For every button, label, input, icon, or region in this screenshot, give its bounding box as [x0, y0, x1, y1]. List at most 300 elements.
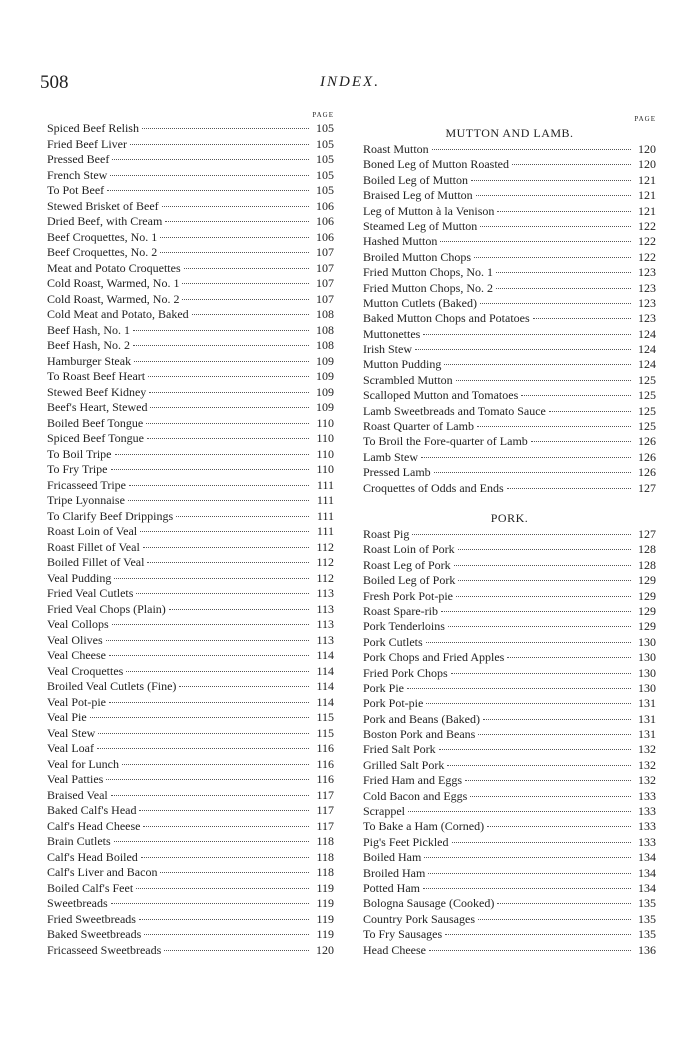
- entry-page-number: 105: [316, 136, 334, 151]
- entry-page-number: 119: [316, 911, 334, 926]
- page-column-label: PAGE: [634, 115, 656, 123]
- index-entry: [363, 173, 656, 188]
- entry-title: Steamed Leg of Mutton: [363, 218, 478, 233]
- entry-title: Baked Calf's Head: [47, 803, 137, 817]
- entry-title: Pork Cutlets: [363, 634, 423, 649]
- index-entry: [47, 416, 334, 432]
- page-number: 508: [40, 72, 69, 93]
- index-column-right: [363, 115, 656, 958]
- dot-leader: [140, 531, 309, 532]
- entry-page-number: 120: [316, 942, 334, 957]
- index-entry: [363, 142, 656, 157]
- entry-page-number: 132: [638, 757, 656, 772]
- entry-title: Baked Mutton Chops and Potatoes: [363, 311, 530, 326]
- index-entry: [363, 219, 656, 234]
- entry-page-number: 108: [316, 338, 334, 352]
- dot-leader: [497, 903, 631, 904]
- entry-page-number: 130: [638, 665, 656, 680]
- index-entry: [363, 404, 656, 419]
- entry-page-number: 112: [316, 570, 334, 585]
- entry-title: To Fry Sausages: [363, 927, 443, 942]
- entry-page-number: 108: [316, 307, 334, 321]
- entry-title: To Clarify Beef Drippings: [47, 508, 174, 523]
- index-entry: [47, 385, 334, 401]
- entry-title: Fried Veal Cutlets: [47, 586, 134, 600]
- index-entry: [47, 323, 334, 339]
- entry-page-number: 122: [638, 234, 656, 249]
- index-entry: [47, 881, 334, 897]
- dot-leader: [426, 642, 631, 643]
- dot-leader: [182, 299, 309, 300]
- entry-title: Potted Ham: [363, 880, 420, 895]
- entry-title: Veal for Lunch: [47, 756, 119, 771]
- entry-page-number: 116: [316, 772, 334, 786]
- entry-title: Leg of Mutton à la Venison: [363, 203, 495, 218]
- dot-leader: [111, 795, 309, 796]
- entry-page-number: 135: [638, 927, 656, 942]
- entry-page-number: 106: [316, 198, 334, 213]
- entry-page-number: 133: [638, 788, 656, 803]
- entry-title: Beef Hash, No. 1: [47, 322, 130, 337]
- entry-title: Pork Pot-pie: [363, 696, 424, 711]
- dot-leader: [458, 580, 631, 581]
- dot-leader: [487, 826, 631, 827]
- dot-leader: [465, 780, 631, 781]
- index-entry: [363, 450, 656, 465]
- entry-page-number: 114: [316, 694, 334, 709]
- entry-title: Veal Stew: [47, 725, 96, 740]
- entry-title: Pressed Beef: [47, 152, 110, 166]
- dot-leader: [111, 903, 309, 904]
- dot-leader: [148, 376, 309, 377]
- dot-leader: [146, 423, 309, 424]
- dot-leader: [143, 826, 309, 827]
- index-entry: [47, 524, 334, 540]
- index-entry: [363, 943, 656, 958]
- dot-leader: [106, 640, 309, 641]
- entry-page-number: 107: [316, 276, 334, 290]
- entry-page-number: 105: [316, 183, 334, 197]
- index-entry: [47, 137, 334, 153]
- entry-title: Boiled Leg of Pork: [363, 573, 456, 588]
- index-entry: [47, 261, 334, 277]
- entry-title: Tripe Lyonnaise: [47, 493, 125, 507]
- dot-leader: [139, 919, 309, 920]
- entry-title: Scalloped Mutton and Tomatoes: [363, 388, 519, 403]
- entry-title: Boiled Fillet of Veal: [47, 555, 145, 569]
- entry-title: To Bake a Ham (Corned): [363, 819, 485, 834]
- index-entry: [47, 679, 334, 695]
- dot-leader: [531, 441, 631, 442]
- dot-leader: [150, 407, 309, 408]
- entry-page-number: 125: [638, 403, 656, 418]
- entry-title: Pig's Feet Pickled: [363, 834, 449, 849]
- entry-page-number: 109: [316, 400, 334, 414]
- entry-page-number: 130: [638, 680, 656, 695]
- entry-title: Roast Loin of Pork: [363, 542, 455, 557]
- index-entry: [363, 742, 656, 757]
- entry-title: Boiled Leg of Mutton: [363, 172, 468, 187]
- entry-title: Irish Stew: [363, 342, 412, 357]
- entry-page-number: 119: [316, 927, 334, 941]
- entry-title: Fried Mutton Chops, No. 2: [363, 280, 494, 295]
- dot-leader: [136, 593, 309, 594]
- entry-title: Calf's Head Cheese: [47, 818, 141, 833]
- dot-leader: [162, 206, 309, 207]
- entry-page-number: 130: [638, 650, 656, 665]
- index-entry: [363, 589, 656, 604]
- entry-page-number: 107: [316, 291, 334, 306]
- index-entry: [363, 727, 656, 742]
- entry-title: Fricasseed Tripe: [47, 477, 126, 492]
- index-entry: [363, 373, 656, 388]
- index-entry: [47, 586, 334, 602]
- dot-leader: [478, 734, 631, 735]
- page-column-label: PAGE: [312, 111, 334, 119]
- index-entry: [363, 604, 656, 619]
- entry-page-number: 106: [316, 214, 334, 228]
- dot-leader: [128, 500, 309, 501]
- index-entry: [47, 788, 334, 804]
- entry-page-number: 117: [316, 803, 334, 817]
- entry-page-number: 115: [316, 725, 334, 740]
- running-head: INDEX.: [320, 74, 380, 90]
- index-entry: [363, 666, 656, 681]
- entry-page-number: 134: [638, 850, 656, 865]
- dot-leader: [133, 345, 309, 346]
- entry-page-number: 133: [638, 804, 656, 819]
- index-entry: [47, 462, 334, 478]
- dot-leader: [160, 237, 309, 238]
- dot-leader: [452, 842, 632, 843]
- dot-leader: [480, 226, 631, 227]
- entry-list: [47, 121, 334, 958]
- dot-leader: [109, 702, 309, 703]
- entry-title: Stewed Beef Kidney: [47, 384, 147, 399]
- index-entry: [47, 493, 334, 509]
- entry-title: Scrambled Mutton: [363, 372, 453, 387]
- entry-title: Pork Pie: [363, 680, 405, 695]
- index-entry: [363, 619, 656, 634]
- dot-leader: [192, 314, 309, 315]
- dot-leader: [149, 392, 309, 393]
- entry-title: Mutton Pudding: [363, 357, 442, 372]
- dot-leader: [497, 211, 631, 212]
- entry-title: Pork Tenderloins: [363, 619, 445, 634]
- index-entry: [47, 447, 334, 463]
- index-entry: [363, 758, 656, 773]
- entry-page-number: 124: [638, 357, 656, 372]
- dot-leader: [90, 717, 309, 718]
- dot-leader: [109, 655, 309, 656]
- entry-title: Bologna Sausage (Cooked): [363, 896, 495, 911]
- entry-page-number: 131: [638, 727, 656, 742]
- dot-leader: [112, 159, 309, 160]
- entry-title: Cold Meat and Potato, Baked: [47, 307, 189, 321]
- index-entry: [47, 199, 334, 215]
- entry-page-number: 123: [638, 295, 656, 310]
- entry-title: Veal Pie: [47, 710, 87, 724]
- entry-title: Beef Hash, No. 2: [47, 338, 130, 352]
- entry-page-number: 110: [316, 415, 334, 430]
- entry-page-number: 113: [316, 617, 334, 631]
- index-entry: [363, 265, 656, 280]
- index-entry: [47, 168, 334, 184]
- dot-leader: [507, 657, 631, 658]
- entry-title: Scrappel: [363, 804, 405, 819]
- entry-title: Broiled Ham: [363, 865, 426, 880]
- index-entry: [363, 357, 656, 372]
- entry-title: Calf's Liver and Bacon: [47, 865, 158, 879]
- entry-title: Pressed Lamb: [363, 465, 431, 480]
- entry-page-number: 111: [316, 493, 334, 507]
- entry-title: Grilled Salt Pork: [363, 757, 445, 772]
- entry-title: Veal Loaf: [47, 741, 94, 755]
- dot-leader: [496, 288, 631, 289]
- entry-title: Veal Patties: [47, 772, 104, 786]
- entry-title: Roast Spare-rib: [363, 603, 438, 618]
- index-entry: [47, 338, 334, 354]
- entry-title: Pork Chops and Fried Apples: [363, 650, 505, 665]
- index-entry: [363, 296, 656, 311]
- index-entry: [363, 419, 656, 434]
- entry-title: Fried Veal Chops (Plain): [47, 601, 166, 616]
- entry-page-number: 110: [316, 462, 334, 476]
- entry-page-number: 132: [638, 773, 656, 788]
- dot-leader: [126, 671, 309, 672]
- index-column-left: [47, 111, 334, 958]
- index-entry: [363, 434, 656, 449]
- dot-leader: [507, 488, 631, 489]
- dot-leader: [408, 811, 631, 812]
- dot-leader: [144, 934, 309, 935]
- dot-leader: [164, 950, 309, 951]
- dot-leader: [165, 221, 309, 222]
- dot-leader: [447, 765, 631, 766]
- dot-leader: [478, 919, 631, 920]
- index-entry: [363, 157, 656, 172]
- entry-title: Roast Quarter of Lamb: [363, 419, 474, 434]
- entry-page-number: 131: [638, 711, 656, 726]
- entry-page-number: 120: [638, 157, 656, 172]
- dot-leader: [114, 578, 309, 579]
- entry-title: Boiled Ham: [363, 850, 422, 865]
- entry-title: To Boil Tripe: [47, 446, 112, 461]
- entry-page-number: 111: [316, 524, 334, 538]
- dot-leader: [456, 380, 631, 381]
- entry-page-number: 122: [638, 249, 656, 264]
- dot-leader: [441, 611, 631, 612]
- index-entry: [363, 342, 656, 357]
- dot-leader: [134, 361, 309, 362]
- dot-leader: [107, 190, 309, 191]
- entry-title: Roast Pig: [363, 526, 410, 541]
- entry-title: Spiced Beef Relish: [47, 121, 139, 135]
- dot-leader: [115, 454, 309, 455]
- dot-leader: [521, 395, 631, 396]
- entry-title: Mutton Cutlets (Baked): [363, 295, 477, 310]
- index-entry: [47, 509, 334, 525]
- index-entry: [363, 650, 656, 665]
- index-entry: [47, 803, 334, 819]
- index-entry: [363, 881, 656, 896]
- dot-leader: [439, 749, 631, 750]
- entry-page-number: 109: [316, 384, 334, 399]
- index-entry: [363, 281, 656, 296]
- entry-title: Head Cheese: [363, 942, 426, 957]
- dot-leader: [179, 686, 309, 687]
- index-entry: [47, 292, 334, 308]
- index-entry: [363, 773, 656, 788]
- index-entry: [47, 121, 334, 137]
- entry-title: Boiled Beef Tongue: [47, 415, 144, 430]
- entry-title: To Broil the Fore-quarter of Lamb: [363, 434, 528, 449]
- dot-leader: [434, 472, 631, 473]
- entry-page-number: 112: [316, 555, 334, 569]
- dot-leader: [533, 318, 631, 319]
- entry-title: Fried Salt Pork: [363, 742, 436, 757]
- entry-title: Croquettes of Odds and Ends: [363, 480, 504, 495]
- index-entry: [47, 757, 334, 773]
- index-entry: [47, 571, 334, 587]
- entry-page-number: 109: [316, 353, 334, 368]
- entry-page-number: 119: [316, 896, 334, 910]
- entry-page-number: 112: [316, 539, 334, 554]
- dot-leader: [141, 857, 309, 858]
- entry-page-number: 118: [316, 834, 334, 848]
- index-entry: [47, 710, 334, 726]
- index-entry: [363, 712, 656, 727]
- entry-title: Cold Roast, Warmed, No. 1: [47, 276, 180, 290]
- index-entry: [47, 602, 334, 618]
- index-entry: [47, 865, 334, 881]
- entry-title: Calf's Head Boiled: [47, 849, 138, 864]
- entry-title: Lamb Stew: [363, 449, 418, 464]
- entry-page-number: 128: [638, 542, 656, 557]
- index-entry: [363, 789, 656, 804]
- entry-title: Veal Croquettes: [47, 663, 124, 678]
- entry-title: Braised Leg of Mutton: [363, 188, 473, 203]
- entry-page-number: 118: [316, 849, 334, 864]
- entry-title: Beef Croquettes, No. 1: [47, 229, 158, 244]
- dot-leader: [160, 252, 309, 253]
- entry-page-number: 129: [638, 603, 656, 618]
- index-entry: [363, 804, 656, 819]
- entry-title: Meat and Potato Croquettes: [47, 260, 181, 275]
- entry-page-number: 106: [316, 229, 334, 244]
- entry-page-number: 132: [638, 742, 656, 757]
- section-heading-pork: PORK.: [490, 510, 529, 525]
- entry-page-number: 117: [316, 818, 334, 833]
- index-entry: [47, 741, 334, 757]
- index-entry: [363, 850, 656, 865]
- index-entry: [47, 912, 334, 928]
- entry-title: Cold Bacon and Eggs: [363, 788, 468, 803]
- entry-page-number: 116: [316, 741, 334, 755]
- index-entry: [363, 234, 656, 249]
- index-entry: [363, 558, 656, 573]
- entry-page-number: 124: [638, 326, 656, 341]
- dot-leader: [169, 609, 309, 610]
- entry-title: Veal Cheese: [47, 648, 106, 662]
- entry-page-number: 109: [316, 369, 334, 383]
- index-entry: [47, 540, 334, 556]
- dot-leader: [456, 596, 631, 597]
- dot-leader: [423, 888, 631, 889]
- index-entry: [363, 465, 656, 480]
- entry-title: Muttonettes: [363, 326, 421, 341]
- entry-page-number: 108: [316, 322, 334, 337]
- entry-title: Lamb Sweetbreads and Tomato Sauce: [363, 403, 546, 418]
- entry-title: Veal Pot-pie: [47, 694, 106, 709]
- index-entry: [363, 635, 656, 650]
- dot-leader: [451, 673, 631, 674]
- index-entry: [47, 478, 334, 494]
- entry-title: Broiled Mutton Chops: [363, 249, 472, 264]
- entry-title: Veal Pudding: [47, 570, 112, 585]
- index-entry: [47, 276, 334, 292]
- entry-page-number: 105: [316, 167, 334, 182]
- entry-title: Broiled Veal Cutlets (Fine): [47, 679, 177, 693]
- index-entry: [363, 896, 656, 911]
- entry-page-number: 131: [638, 696, 656, 711]
- dot-leader: [471, 180, 631, 181]
- entry-title: Veal Olives: [47, 632, 103, 647]
- index-entry: [47, 695, 334, 711]
- index-entry: [363, 481, 656, 496]
- entry-page-number: 121: [638, 188, 656, 203]
- index-entry: [47, 152, 334, 168]
- index-entry: [47, 307, 334, 323]
- entry-page-number: 123: [638, 280, 656, 295]
- entry-list: [363, 527, 656, 958]
- index-entry: [363, 327, 656, 342]
- entry-page-number: 122: [638, 218, 656, 233]
- entry-title: To Pot Beef: [47, 183, 105, 197]
- entry-page-number: 116: [316, 756, 334, 771]
- entry-title: Boned Leg of Mutton Roasted: [363, 157, 509, 172]
- dot-leader: [454, 565, 631, 566]
- entry-title: Fried Sweetbreads: [47, 911, 136, 926]
- entry-title: Pork and Beans (Baked): [363, 711, 480, 726]
- entry-page-number: 110: [316, 431, 334, 445]
- dot-leader: [133, 330, 309, 331]
- index-entry: [47, 245, 334, 261]
- dot-leader: [496, 272, 631, 273]
- dot-leader: [424, 857, 631, 858]
- dot-leader: [147, 438, 309, 439]
- dot-leader: [474, 257, 631, 258]
- dot-leader: [476, 195, 631, 196]
- index-entry: [47, 850, 334, 866]
- index-entry: [363, 388, 656, 403]
- entry-page-number: 125: [638, 388, 656, 403]
- index-entry: [363, 696, 656, 711]
- index-entry: [363, 866, 656, 881]
- dot-leader: [480, 303, 631, 304]
- entry-page-number: 126: [638, 465, 656, 480]
- index-entry: [363, 527, 656, 542]
- entry-page-number: 126: [638, 434, 656, 449]
- entry-page-number: 126: [638, 449, 656, 464]
- dot-leader: [440, 241, 631, 242]
- index-entry: [47, 214, 334, 230]
- entry-title: Fried Ham and Eggs: [363, 773, 462, 788]
- dot-leader: [97, 748, 309, 749]
- dot-leader: [106, 779, 309, 780]
- index-entry: [47, 664, 334, 680]
- entry-title: Beef Croquettes, No. 2: [47, 245, 158, 259]
